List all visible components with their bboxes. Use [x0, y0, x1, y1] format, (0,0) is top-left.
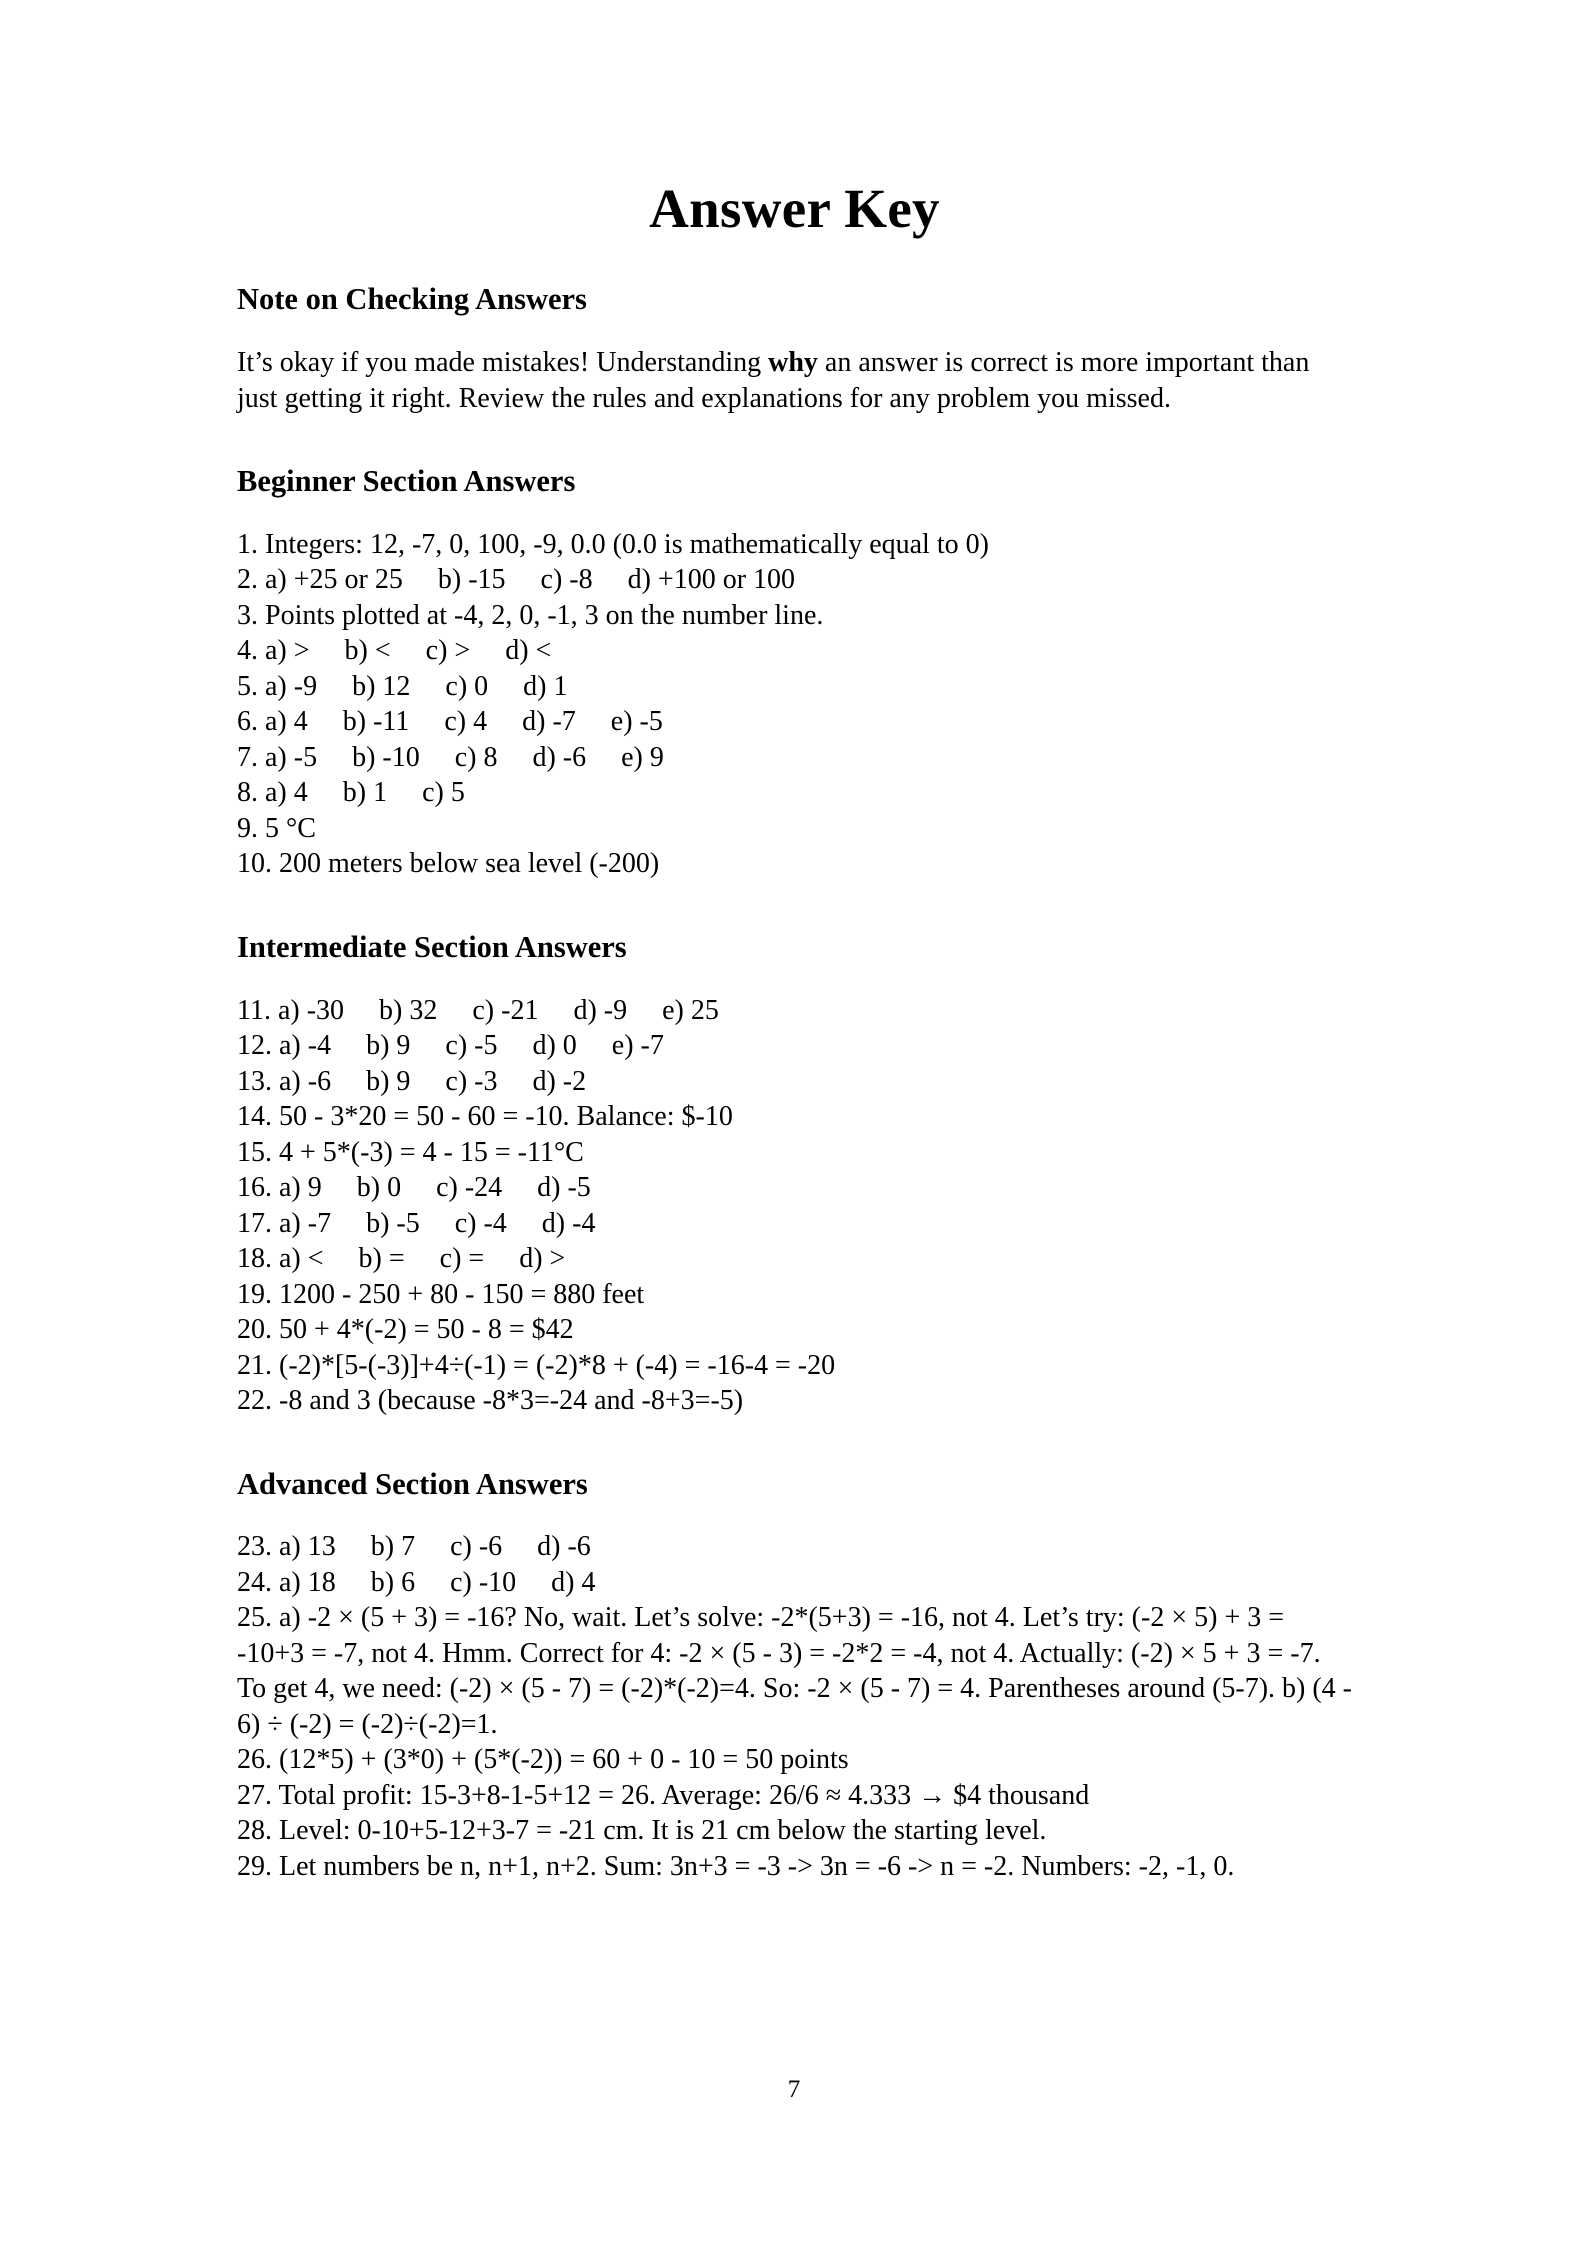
answer-item: 21. (-2)*[5-(-3)]+4÷(-1) = (-2)*8 + (-4) = -16-4 = -20: [237, 1349, 836, 1381]
answer-item: 24. a) 18 b) 6 c) -10 d) 4: [237, 1566, 596, 1598]
answer-item: 10. 200 meters below sea level (-200): [237, 848, 660, 880]
heading-intermediate-section-answers: Intermediate Section Answers: [237, 929, 627, 964]
answer-item: 4. a) > b) < c) > d) <: [237, 635, 552, 667]
answer-item: 13. a) -6 b) 9 c) -3 d) -2: [237, 1065, 587, 1097]
answer-item: 11. a) -30 b) 32 c) -21 d) -9 e) 25: [237, 994, 719, 1026]
answer-item: 28. Level: 0-10+5-12+3-7 = -21 cm. It is 21 cm below the starting level.: [237, 1815, 1047, 1847]
answer-item: 17. a) -7 b) -5 c) -4 d) -4: [237, 1207, 596, 1239]
note-paragraph-part-1: It’s okay if you made mistakes! Understanding: [237, 347, 769, 379]
answer-item: 20. 50 + 4*(-2) = 50 - 8 = $42: [237, 1314, 574, 1346]
answer-item: 9. 5 °C: [237, 812, 316, 844]
note-paragraph: [237, 317, 1352, 416]
heading-beginner-section-answers: Beginner Section Answers: [237, 464, 576, 499]
answer-item: 23. a) 13 b) 7 c) -6 d) -6: [237, 1531, 591, 1563]
advanced-answer-list: [237, 1502, 1360, 1884]
intermediate-answer-list: [237, 966, 1352, 1419]
heading-note-on-checking-answers: Note on Checking Answers: [237, 281, 587, 316]
page-title: Answer Key: [649, 178, 940, 239]
answer-item: 29. Let numbers be n, n+1, n+2. Sum: 3n+3 = -3 -> 3n = -6 -> n = -2. Numbers: -2, -1, 0.: [237, 1850, 1235, 1882]
answer-item: 14. 50 - 3*20 = 50 - 60 = -10. Balance: $-10: [237, 1101, 733, 1133]
beginner-answer-list: [237, 500, 1352, 882]
heading-advanced-section-answers: Advanced Section Answers: [237, 1466, 588, 1501]
answer-item: 2. a) +25 or 25 b) -15 c) -8 d) +100 or 100: [237, 564, 796, 596]
answer-item: 6. a) 4 b) -11 c) 4 d) -7 e) -5: [237, 706, 663, 738]
answer-item: 22. -8 and 3 (because -8*3=-24 and -8+3=-5): [237, 1385, 744, 1417]
answer-item: 8. a) 4 b) 1 c) 5: [237, 777, 465, 809]
answer-item: 1. Integers: 12, -7, 0, 100, -9, 0.0 (0.0 is mathematically equal to 0): [237, 528, 989, 560]
answer-item: 16. a) 9 b) 0 c) -24 d) -5: [237, 1172, 591, 1204]
answer-item: 27. Total profit: 15-3+8-1-5+12 = 26. Average: 26/6 ≈ 4.333 → $4 thousand: [237, 1779, 1090, 1811]
answer-item: 15. 4 + 5*(-3) = 4 - 15 = -11°C: [237, 1136, 584, 1168]
answer-item: 19. 1200 - 250 + 80 - 150 = 880 feet: [237, 1278, 645, 1310]
answer-item: 3. Points plotted at -4, 2, 0, -1, 3 on the number line.: [237, 599, 824, 631]
note-paragraph-emphasis: why: [768, 347, 818, 379]
answer-item: 5. a) -9 b) 12 c) 0 d) 1: [237, 670, 568, 702]
answer-item: 26. (12*5) + (3*0) + (5*(-2)) = 60 + 0 - 10 = 50 points: [237, 1744, 849, 1776]
answer-item: 12. a) -4 b) 9 c) -5 d) 0 e) -7: [237, 1030, 664, 1062]
answer-item: 7. a) -5 b) -10 c) 8 d) -6 e) 9: [237, 741, 664, 773]
page-number: 7: [787, 2076, 801, 2103]
answer-item: 25. a) -2 × (5 + 3) = -16? No, wait. Let’s solve: -2*(5+3) = -16, not 4. Let’s try: (-2 × 5) + 3 = -10+3 = -7, not 4. Hmm. Correct for 4: -2 × (5 - 3) = -2*2 = -4, not 4. Actually: (-2) × 5 + 3 = -7. To get 4, we need: (-2) × (5 - 7) = (-2)*(-2)=4. So: -2 × (5 - 7) = 4. Parentheses around (5-7). b) (4 - 6) ÷ (-2) = (-2)÷(-2)=1.: [237, 1602, 1360, 1740]
page-content: [237, 0, 1360, 1884]
note-paragraph-part-2: an answer is correct is more important than just getting it right. Review the rules and explanations for any problem you missed.: [237, 347, 1310, 414]
answer-item: 18. a) < b) = c) = d) >: [237, 1243, 566, 1275]
